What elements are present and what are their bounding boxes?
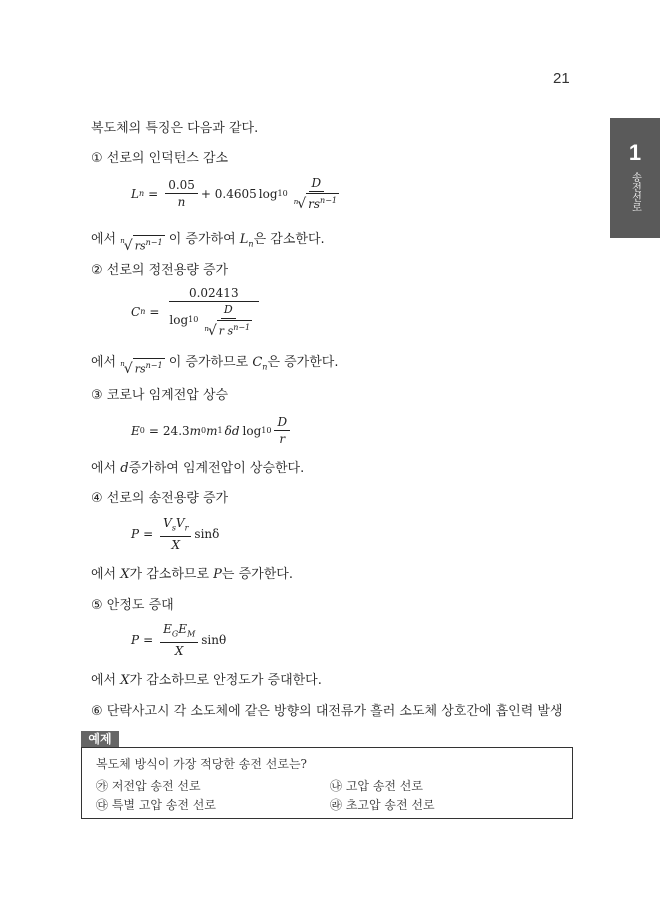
- item-3-heading: ③ 코로나 임계전압 상승: [91, 388, 229, 403]
- formula-inductance: L n = $\frac{0.05}{n}$ + 0.4605 log 10 D n √ $rs^{n-1}$: [131, 176, 337, 212]
- item-5-note: 에서 X가 감소하므로 안정도가 증대한다.: [91, 673, 322, 688]
- item-1-note: 에서 n √ $rs^{n-1}$ 이 증가하여 $L_n$은 감소한다.: [91, 232, 325, 254]
- chapter-title: 송전선로: [629, 172, 641, 212]
- formula-capacitance: C n = 0.02413 log 10 D n √ r $s^{n-1}$: [131, 286, 264, 338]
- chapter-number: 1: [628, 140, 642, 165]
- item-4-note: 에서 X가 감소하므로 P는 증가한다.: [91, 567, 293, 582]
- example-option-2: ㉯ 고압 송전 선로: [330, 779, 423, 793]
- example-option-4: ㉱ 초고압 송전 선로: [330, 798, 435, 812]
- example-question: 복도체 방식이 가장 적당한 송전 선로는?: [96, 757, 307, 771]
- item-2-note: 에서 n √ $rs^{n-1}$ 이 증가하므로 $C_n$은 증가한다.: [91, 355, 339, 377]
- page-number: 21: [553, 70, 570, 87]
- item-2-heading: ② 선로의 정전용량 증가: [91, 263, 229, 278]
- item-4-heading: ④ 선로의 송전용량 증가: [91, 491, 229, 506]
- intro-text: 복도체의 특징은 다음과 같다.: [91, 121, 259, 136]
- example-option-3: ㉰ 특별 고압 송전 선로: [96, 798, 216, 812]
- item-3-note: 에서 d증가하여 임계전압이 상승한다.: [91, 461, 305, 476]
- item-6-heading: ⑥ 단락사고시 각 소도체에 같은 방향의 대전류가 흘러 소도체 상호간에 흡인력 발생: [91, 704, 563, 719]
- formula-corona: E 0 = 24.3 m 0 m 1 δd log 10 $\frac{D}{r}$: [131, 415, 293, 446]
- example-box: [81, 747, 573, 819]
- example-option-1: ㉮ 저전압 송전 선로: [96, 779, 201, 793]
- formula-stability: P = $\frac{E_GE_M}{X}$ sinθ: [131, 622, 227, 659]
- item-1-heading: ① 선로의 인덕턴스 감소: [91, 151, 229, 166]
- item-5-heading: ⑤ 안정도 증대: [91, 598, 174, 613]
- example-label: 예제: [81, 731, 119, 747]
- chapter-tab: [610, 118, 660, 238]
- formula-power: P = $\frac{V_sV_r}{X}$ sinδ: [131, 516, 220, 553]
